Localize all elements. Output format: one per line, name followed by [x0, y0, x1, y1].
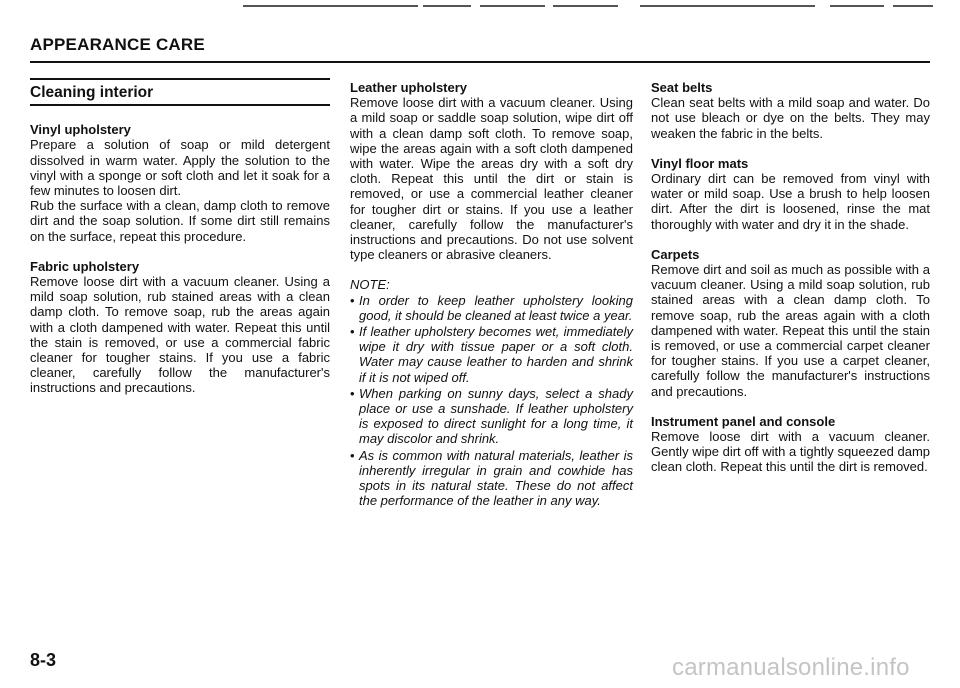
carpets-block — [651, 247, 930, 399]
floor-mats-heading: Vinyl floor mats — [651, 155, 749, 171]
floor-mats-block — [651, 156, 930, 232]
note-item: • If leather upholstery becomes wet, immediately wipe it dry with tissue paper or a soft cloth. Water may cause leather to harden and shrink if it is not wiped off. — [350, 324, 633, 385]
section-title: Cleaning interior — [30, 84, 154, 101]
seat-belts-paragraph: Clean seat belts with a mild soap and water. Do not use bleach or dye on the belts. They may weaken the fabric in the belts. — [651, 95, 930, 141]
vinyl-upholstery-heading: Vinyl upholstery — [30, 122, 131, 138]
note-title: NOTE: — [350, 277, 390, 293]
vinyl-upholstery-paragraph-1: Prepare a solution of soap or mild detergent dissolved in warm water. Apply the solution to the vinyl with a sponge or soft cloth and let it soak for a few minutes to loosen dirt. — [30, 137, 330, 199]
leather-upholstery-paragraph: Remove loose dirt with a vacuum cleaner. Using a mild soap or saddle soap solution, wipe dirt off with a clean damp soft cloth. To remove soap, wipe the areas again with a soft cloth dampened with water. Wipe the areas dry with a soft dry cloth. Repeat this until the dirt or stain is removed, or use a commercial leather cleaner for tougher dirt or stains. If you use a leather cleaner, carefully follow the manufacturer's instructions and precautions. Do not use solvent type cleaners or abrasive cleaners. — [350, 95, 633, 263]
carpets-heading: Carpets — [651, 246, 700, 262]
page-number: 8-3 — [30, 650, 57, 670]
leather-upholstery-block — [350, 80, 633, 262]
instrument-panel-heading: Instrument panel and console — [651, 413, 836, 429]
note-item: • When parking on sunny days, select a shady place or use a sunshade. If leather upholstery is exposed to direct sunlight for a long time, it may discolor and shrink. — [350, 386, 633, 447]
header-rule — [30, 61, 930, 63]
carpets-paragraph: Remove dirt and soil as much as possible with a vacuum cleaner. Using a mild soap solution, rub stained areas with a clean damp cloth. To remove soap, rub the areas again with a cloth dampened with water. Repeat this until the stain is removed, or use a commercial carpet cleaner for tougher stains. If you use a carpet cleaner, carefully follow the manufacturer's instructions and precautions. — [651, 262, 930, 399]
seat-belts-block — [651, 80, 930, 141]
section-title-box — [30, 78, 330, 106]
fabric-upholstery-block — [30, 259, 330, 396]
left-column — [30, 78, 330, 411]
top-decorative-rules — [0, 5, 960, 9]
right-column — [651, 80, 930, 490]
watermark-text: carmanualsonline.info — [672, 654, 910, 681]
page-header-title: APPEARANCE CARE — [30, 35, 205, 54]
note-item: • As is common with natural materials, leather is inherently irregular in grain and cowhide has spots in its natural state. These do not affect the performance of the leather in any way. — [350, 448, 633, 509]
vinyl-upholstery-block — [30, 122, 330, 244]
note-item: • In order to keep leather upholstery looking good, it should be cleaned at least twice a year. — [350, 293, 633, 323]
middle-column — [350, 80, 633, 523]
leather-upholstery-heading: Leather upholstery — [350, 80, 468, 95]
vinyl-upholstery-paragraph-2: Rub the surface with a clean, damp cloth to remove dirt and the soap solution. If some dirt still remains on the surface, repeat this procedure. — [30, 198, 330, 244]
floor-mats-paragraph: Ordinary dirt can be removed from vinyl with water or mild soap. Use a brush to help loosen dirt. After the dirt is loosened, rinse the mat thoroughly with water and dry it in the shade. — [651, 171, 930, 232]
note-list — [350, 293, 633, 509]
instrument-panel-block — [651, 414, 930, 475]
note-block — [350, 277, 633, 508]
instrument-panel-paragraph: Remove loose dirt with a vacuum cleaner. Gently wipe dirt off with a tightly squeezed damp clean cloth. Repeat this until the dirt is removed. — [651, 429, 930, 475]
fabric-upholstery-paragraph: Remove loose dirt with a vacuum cleaner. Using a mild soap solution, rub stained areas with a clean damp cloth. To remove soap, rub the areas again with a cloth dampened with water. Repeat this until the stain is removed, or use a commercial fabric cleaner for tougher stains. If you use a fabric cleaner, carefully follow the manufacturer's instructions and precautions. — [30, 274, 330, 396]
seat-belts-heading: Seat belts — [651, 80, 713, 95]
fabric-upholstery-heading: Fabric upholstery — [30, 258, 140, 274]
